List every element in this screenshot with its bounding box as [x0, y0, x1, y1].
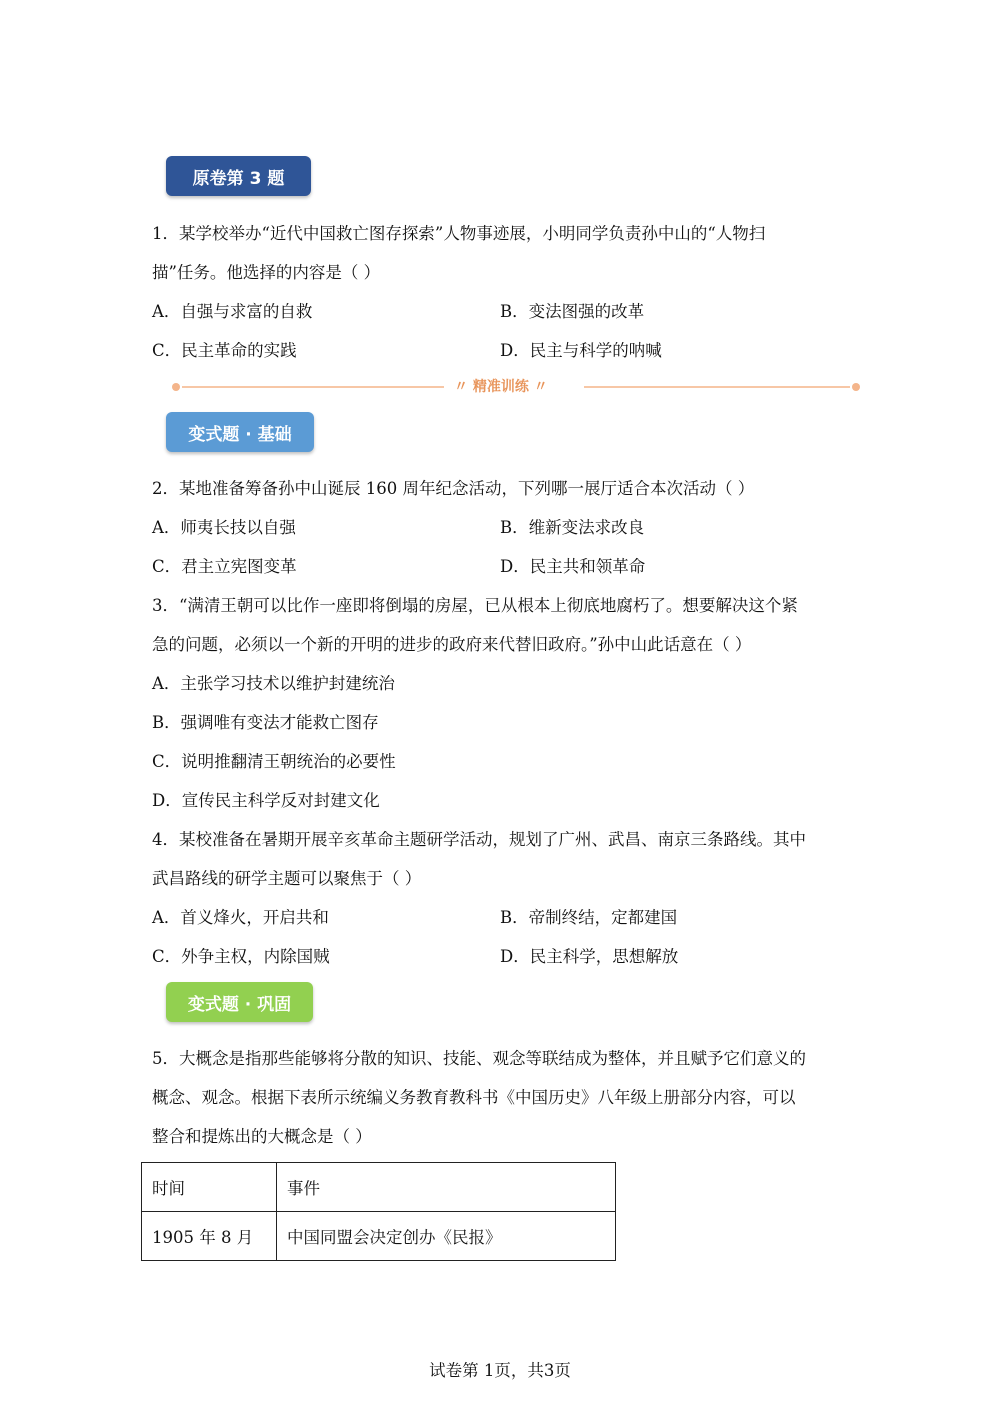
q1-stem-line1: 1．某学校举办“近代中国救亡图存探索”人物事迹展，小明同学负责孙中山的“人物扫: [152, 224, 766, 243]
divider-label: 〃 精准训练 〃: [454, 379, 548, 395]
badge-original-question: 原卷第 3 题: [166, 156, 311, 196]
q2-option-d: D．民主共和领革命: [500, 557, 646, 576]
table-cell: 1905 年 8 月: [142, 1212, 277, 1261]
q4-stem-line1: 4．某校准备在暑期开展辛亥革命主题研学活动，规划了广州、武昌、南京三条路线。其中: [152, 830, 806, 849]
badge-variant-basic: 变式题 · 基础: [166, 412, 314, 452]
section-divider: [172, 380, 860, 394]
q4-option-c: C．外争主权，内除国贼: [152, 947, 330, 966]
q1-option-c: C．民主革命的实践: [152, 341, 297, 360]
table-header-row: [142, 1163, 616, 1212]
q4-option-d: D．民主科学，思想解放: [500, 947, 679, 966]
q5-stem-line3: 整合和提炼出的大概念是（ ）: [152, 1127, 372, 1146]
page-footer: 试卷第 1页，共3页: [429, 1361, 571, 1380]
badge-variant-consolidate: 变式题 · 巩固: [166, 982, 313, 1022]
q5-stem-line2: 概念、观念。根据下表所示统编义务教育教科书《中国历史》八年级上册部分内容，可以: [152, 1088, 796, 1107]
divider-dot-icon: [852, 383, 860, 391]
q4-option-a: A．首义烽火，开启共和: [152, 908, 329, 927]
q3-option-d: D．宣传民主科学反对封建文化: [152, 791, 380, 810]
divider-dot-icon: [172, 383, 180, 391]
q2-option-b: B．维新变法求改良: [500, 518, 645, 537]
q4-stem-line2: 武昌路线的研学主题可以聚焦于（ ）: [152, 869, 422, 888]
q2-option-c: C．君主立宪图变革: [152, 557, 297, 576]
q3-stem-line1: 3．“满清王朝可以比作一座即将倒塌的房屋，已从根本上彻底地腐朽了。想要解决这个紧: [152, 596, 798, 615]
q3-option-b: B．强调唯有变法才能救亡图存: [152, 713, 379, 732]
q4-option-b: B．帝制终结，定都建国: [500, 908, 678, 927]
divider-rule-left: [182, 386, 444, 388]
table-cell: 中国同盟会决定创办《民报》: [277, 1212, 616, 1261]
q3-option-a: A．主张学习技术以维护封建统治: [152, 674, 395, 693]
q1-option-b: B．变法图强的改革: [500, 302, 645, 321]
q3-stem-line2: 急的问题，必须以一个新的开明的进步的政府来代替旧政府。”孙中山此话意在（ ）: [152, 635, 752, 654]
divider-rule-right: [584, 386, 850, 388]
q2-option-a: A．师夷长技以自强: [152, 518, 296, 537]
q2-stem: 2．某地准备筹备孙中山诞辰 160 周年纪念活动，下列哪一展厅适合本次活动（ ）: [152, 479, 755, 498]
q5-stem-line1: 5．大概念是指那些能够将分散的知识、技能、观念等联结成为整体，并且赋予它们意义的: [152, 1049, 806, 1068]
q1-option-d: D．民主与科学的呐喊: [500, 341, 662, 360]
q3-option-c: C．说明推翻清王朝统治的必要性: [152, 752, 396, 771]
table-header-cell: 时间: [142, 1163, 277, 1212]
table-header-cell: 事件: [277, 1163, 616, 1212]
events-table: [141, 1162, 616, 1261]
q1-stem-line2: 描”任务。他选择的内容是（ ）: [152, 263, 381, 282]
table-row: [142, 1212, 616, 1261]
q1-option-a: A．自强与求富的自救: [152, 302, 313, 321]
